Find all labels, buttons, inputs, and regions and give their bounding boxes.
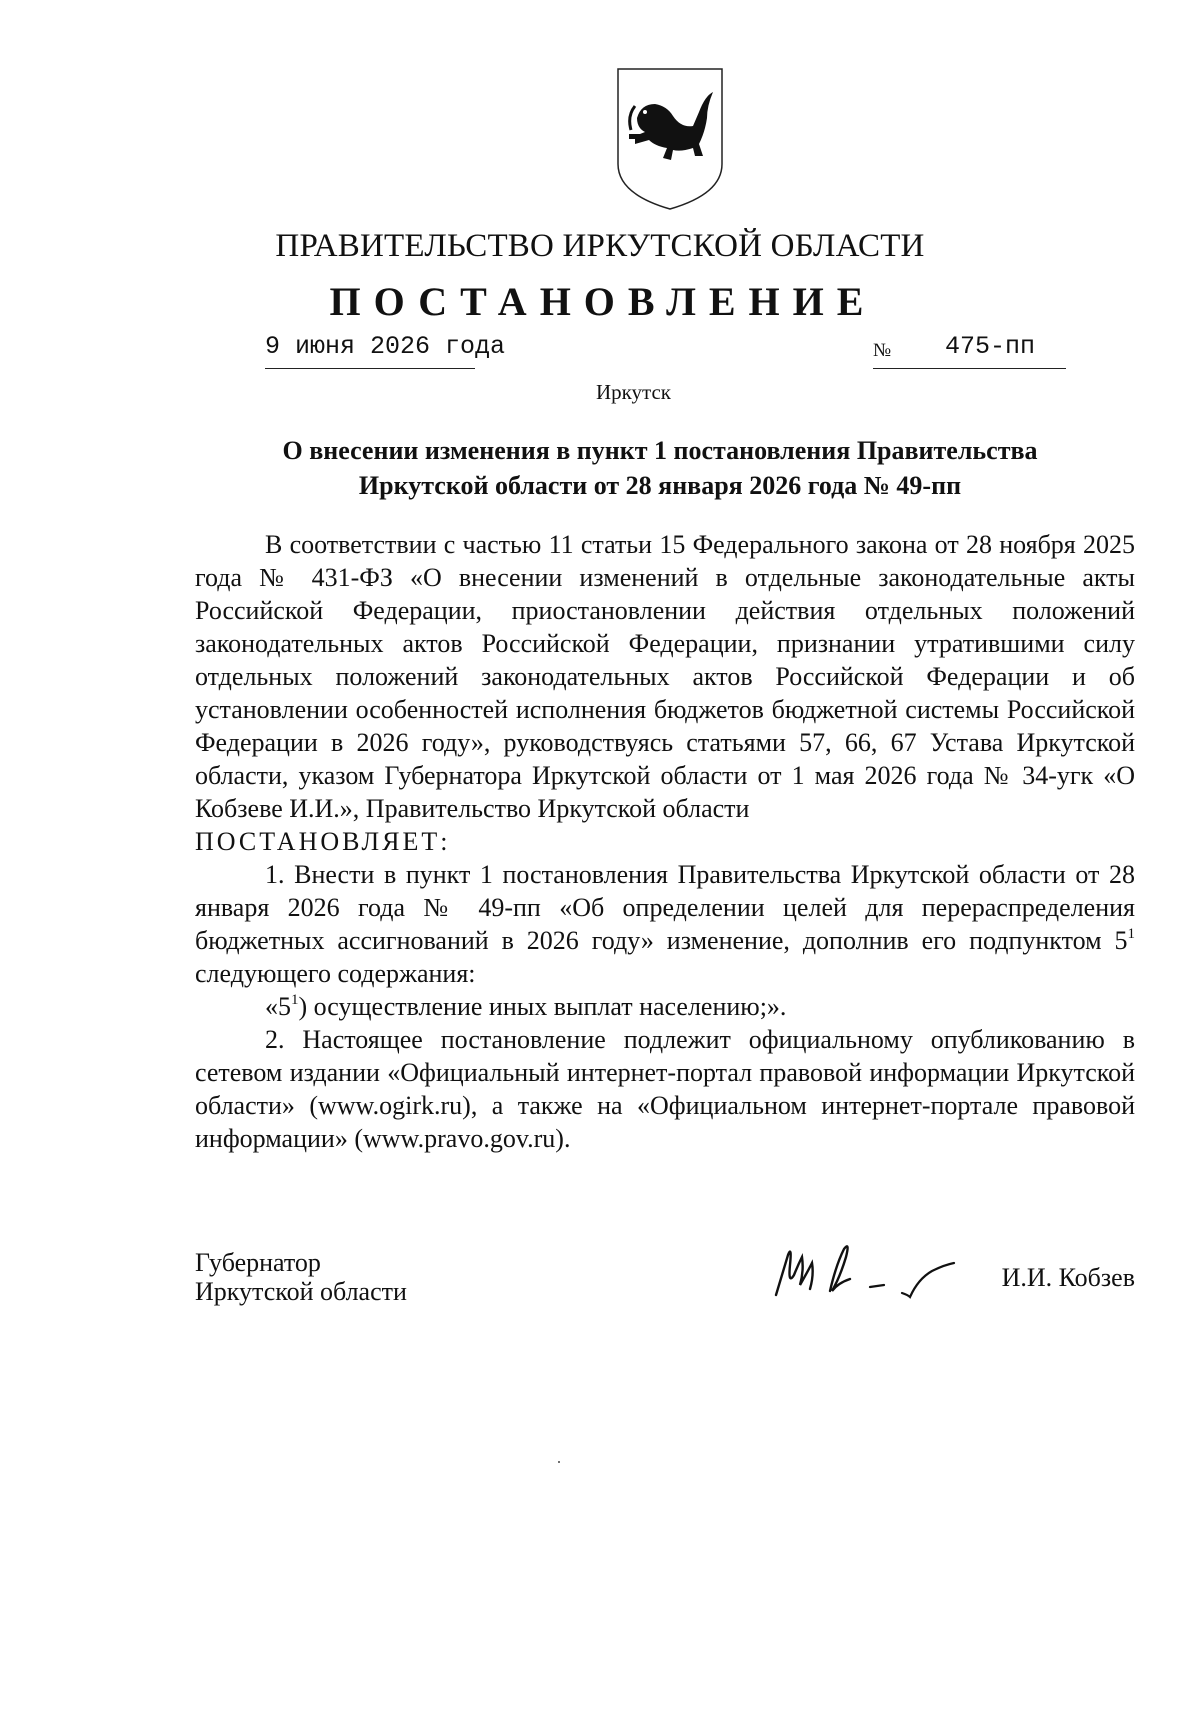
document-type-heading: ПОСТАНОВЛЕНИЕ — [329, 279, 877, 324]
document-title — [195, 433, 1125, 503]
item-1-paragraph — [195, 858, 1135, 990]
preamble-paragraph: В соответствии с частью 11 статьи 15 Федерального закона от 28 ноября 2025 года № 431-ФЗ «О внесении изменений в отдельные законодательные акты Российской Федерации, приостановлении действия отдельных положений законодательных актов Российской Федерации, признании утратившими силу отдельных положений законодательных актов Российской Федерации и об установлении особенностей исполнения бюджетов бюджетной системы Российской Федерации в 2026 году», руководствуясь статьями 57, 66, 67 Устава Иркутской области, указом Губернатора Иркутской области от 1 мая 2026 года № 34-угк «О Кобзеве И.И.», Правительство Иркутской области — [195, 530, 1135, 823]
coat-of-arms-emblem — [615, 66, 725, 212]
document-date: 9 июня 2026 года — [265, 332, 506, 361]
decree-word: ПОСТАНОВЛЯЕТ: — [195, 827, 451, 856]
position-line-2: Иркутской области — [195, 1277, 407, 1306]
document-body — [195, 528, 1135, 1155]
issuing-authority: ПРАВИТЕЛЬСТВО ИРКУТСКОЙ ОБЛАСТИ — [275, 228, 925, 264]
item-1-ending: следующего содержания: — [195, 959, 476, 988]
item-1-superscript: 1 — [1127, 926, 1135, 943]
title-line-2: Иркутской области от 28 января 2026 года № 49-пп — [358, 471, 962, 500]
number-sign: № — [873, 340, 892, 361]
signatory-position — [195, 1248, 407, 1306]
place-of-issue: Иркутск — [595, 380, 672, 404]
subclause-open: «5 — [265, 992, 291, 1021]
document-number: 475-пп — [945, 332, 1036, 361]
inserted-subclause — [195, 990, 1135, 1023]
subclause-superscript: 1 — [291, 992, 299, 1009]
item-1-text: 1. Внести в пункт 1 постановления Правительства Иркутской области от 28 января 2026 года № 49-пп «Об определении целей для перераспределения бюджетных ассигнований в 2026 году» изменение, дополнив его подпунктом 5 — [195, 860, 1135, 955]
title-line-1: О внесении изменения в пункт 1 постановления Правительства — [282, 436, 1038, 465]
position-line-1: Губернатор — [195, 1248, 321, 1277]
item-2-paragraph: 2. Настоящее постановление подлежит официальному опубликованию в сетевом издании «Официальный интернет-портал правовой информации Иркутской области» (www.ogirk.ru), а также на «Официальном интернет-портале правовой информации» (www.pravo.gov.ru). — [195, 1025, 1135, 1153]
signatory-name: И.И. Кобзев — [1001, 1263, 1135, 1292]
subclause-text: ) осуществление иных выплат населению;». — [298, 992, 787, 1021]
handwritten-signature — [768, 1235, 968, 1305]
scan-speck — [558, 1461, 560, 1463]
